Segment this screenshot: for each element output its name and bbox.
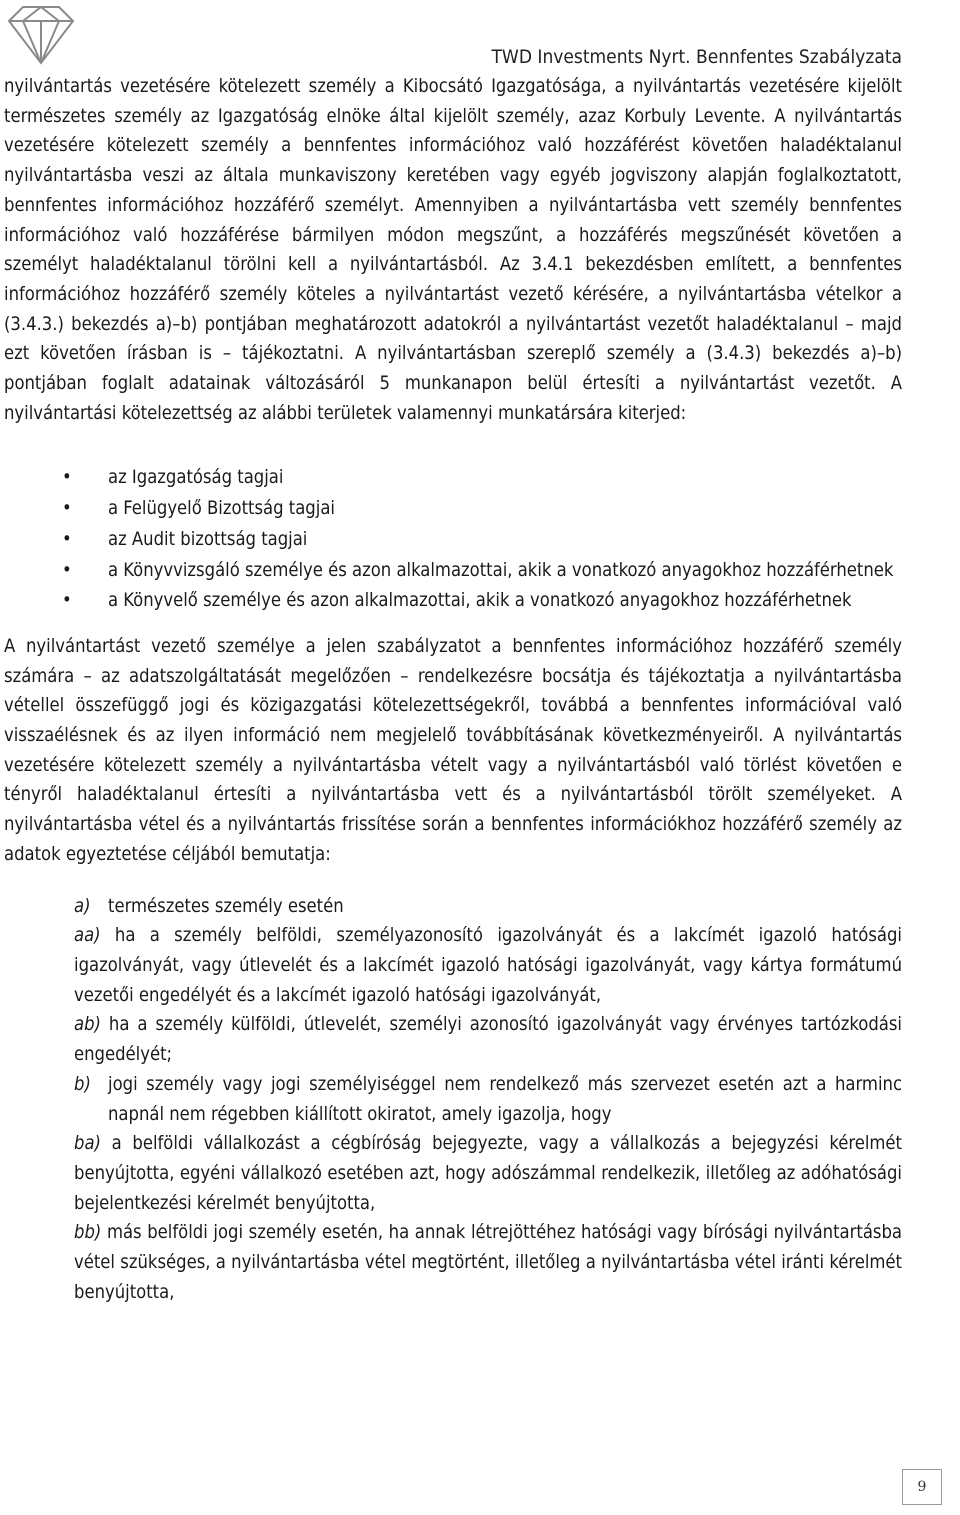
document-requirements-list — [4, 892, 902, 1308]
item-marker: ab) — [74, 1014, 101, 1036]
page-number: 9 — [902, 1469, 942, 1505]
area-list — [4, 463, 902, 616]
item-marker: bb) — [74, 1222, 102, 1244]
sublist-item: bb) más belföldi jogi személy esetén, ha annak létrejöttéhez hatósági vagy bírósági nyilvántartásba vétel szükséges, a nyilvántartásba vétel megtörtént, illetőleg a nyilvántartásba vétel iránti kérelmét benyújtotta, — [74, 1222, 902, 1303]
bullet-icon: • — [62, 528, 72, 550]
list-item: • a Könyvvizsgáló személye és azon alkalmazottai, akik a vonatkozó anyagokhoz hozzáférhetnek — [4, 556, 902, 586]
bullet-icon: • — [62, 559, 72, 581]
list-item: • a Könyvelő személye és azon alkalmazottai, akik a vonatkozó anyagokhoz hozzáférhetnek — [4, 586, 902, 616]
bullet-icon: • — [62, 467, 72, 489]
intro-paragraph: nyilvántartás vezetésére kötelezett személy a Kibocsátó Igazgatósága, a nyilvántartás vezetésére kijelölt természetes személy az Igazgatóság elnöke által kijelölt személy, azaz Korbuly Levente. A nyilvántartás vezetésére kötelezett személy a bennfentes információhoz való hozzáférést követően haladéktalanul nyilvántartásba veszi az általa munkaviszony keretében vagy egyéb jogviszony alapján foglalkoztatott, bennfentes információhoz hozzáférő személyt. Amennyiben a nyilvántartásba vett személy bennfentes információhoz való hozzáférése bármilyen módon megszűnt, a hozzáférés megszűnését követően a személyt haladéktalanul törölni kell a nyilvántartásból. Az 3.4.1 bekezdésben említett, a bennfentes információhoz hozzáférő személy köteles a nyilvántartást vezető kérésére, a nyilvántartásba vételkor a (3.4.3.) bekezdés a)–b) pontjában meghatározott adatokról a nyilvántartást vezetőt haladéktalanul – majd ezt követően írásban is – tájékoztatni. A nyilvántartásban szereplő személy a (3.4.3) bekezdés a)–b) pontjában foglalt adatainak változásáról 5 munkanapon belül értesíti a nyilvántartást vezetőt. A nyilvántartási kötelezettség az alábbi területek valamennyi munkatársára kiterjed: — [4, 76, 902, 424]
sublist-item: a) természetes személy esetén — [4, 892, 902, 922]
bullet-icon: • — [62, 498, 72, 520]
list-item: • a Felügyelő Bizottság tagjai — [4, 494, 902, 524]
item-marker: aa) — [74, 925, 101, 947]
sublist-item: b) jogi személy vagy jogi személyiséggel nem rendelkező más szervezet esetén azt a harminc napnál nem régebben kiállított okiratot, amely igazolja, hogy — [4, 1070, 902, 1129]
document-body — [4, 72, 902, 1307]
second-paragraph: A nyilvántartást vezető személye a jelen szabályzatot a bennfentes információhoz hozzáférő személy számára – az adatszolgáltatását megelőzően – rendelkezésre bocsátja és tájékoztatja a nyilvántartásba vétellel összefüggő jogi és közigazgatási kötelezettségekről, továbbá a bennfentes információval való visszaélésnek és az ilyen információ nem megjelelő továbbításának következményeiről. A nyilvántartás vezetésére kötelezett személy a nyilvántartásba vételt vagy a nyilvántartásból való törlést követően e tényről haladéktalanul értesíti a nyilvántartásba vett és a nyilvántartásból törölt személyeket. A nyilvántartásba vétel és a nyilvántartás frissítése során a bennfentes információkhoz hozzáférő személy az adatok egyeztetése céljából bemutatja: — [4, 635, 902, 865]
item-marker: ba) — [74, 1133, 101, 1155]
item-marker: b) — [74, 1073, 91, 1095]
list-item: • az Igazgatóság tagjai — [4, 463, 902, 493]
list-item: • az Audit bizottság tagjai — [4, 525, 902, 555]
diamond-logo-icon — [5, 3, 77, 67]
item-marker: a) — [74, 895, 91, 917]
bullet-icon: • — [62, 590, 72, 612]
sublist-item: aa) ha a személy belföldi, személyazonosító igazolványát és a lakcímét igazoló hatósági igazolványát, vagy útlevelét és a lakcímét igazoló hatósági igazolványát, vagy kártya formátumú vezetői engedélyét és a lakcímét igazoló hatósági igazolványát, — [74, 925, 902, 1006]
sublist-item: ba) a belföldi vállalkozást a cégbíróság bejegyezte, vagy a vállalkozás a bejegyzési kérelmét benyújtotta, egyéni vállalkozó esetében azt, hogy adószámmal rendelkezik, illetőleg az adóhatósági bejelentkezési kérelmét benyújtotta, — [74, 1133, 902, 1214]
document-header: TWD Investments Nyrt. Bennfentes Szabályzata — [491, 46, 902, 68]
sublist-item: ab) ha a személy külföldi, útlevelét, személyi azonosító igazolványát vagy érvényes tartózkodási engedélyét; — [74, 1014, 902, 1066]
